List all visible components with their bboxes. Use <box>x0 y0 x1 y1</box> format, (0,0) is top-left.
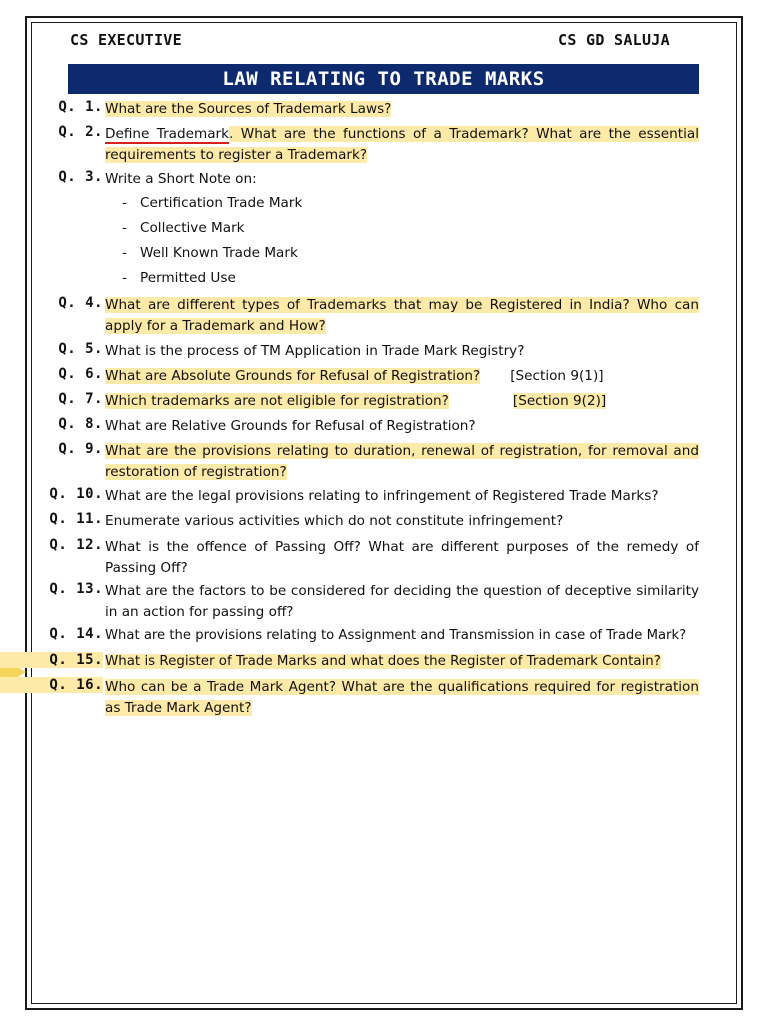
question-text: Enumerate various activities which do not constitute infringement? <box>105 513 564 529</box>
list-item: - Certification Trade Mark <box>122 195 303 211</box>
list-item: - Collective Mark <box>122 220 245 236</box>
list-item: - Well Known Trade Mark <box>122 245 298 261</box>
question-number: Q. 11. <box>49 511 103 527</box>
question-number: Q. 15. <box>0 652 103 668</box>
question-number: Q. 7. <box>58 391 103 407</box>
section-reference: [Section 9(2)] <box>512 393 607 409</box>
question-number: Q. 13. <box>49 581 103 597</box>
question-number: Q. 4. <box>58 295 103 311</box>
question-text: Write a Short Note on: <box>105 171 257 187</box>
question-number: Q. 1. <box>58 99 103 115</box>
question-text: What are the Sources of Trademark Laws? <box>105 101 392 117</box>
question-number: Q. 10. <box>49 486 103 502</box>
header-left: CS EXECUTIVE <box>70 31 182 49</box>
question-text: What are the legal provisions relating to infringement of Registered Trade Marks? <box>105 488 659 504</box>
question-text: What are Relative Grounds for Refusal of Registration? <box>105 418 476 434</box>
question-text: What is Register of Trade Marks and what does the Register of Trademark Contain? <box>105 654 661 669</box>
question-number: Q. 14. <box>49 626 103 642</box>
question-text: What is the process of TM Application in Trade Mark Registry? <box>105 343 525 359</box>
question-text: What is the offence of Passing Off? What are different purposes of the remedy of Passing Off? <box>105 539 699 576</box>
question-number: Q. 3. <box>58 169 103 185</box>
question-number: Q. 9. <box>58 441 103 457</box>
question-number: Q. 16. <box>0 677 103 693</box>
question-number: Q. 6. <box>58 366 103 382</box>
question-number: Q. 12. <box>49 537 103 553</box>
page-title: LAW RELATING TO TRADE MARKS <box>68 64 699 94</box>
question-number: Q. 5. <box>58 341 103 357</box>
section-reference: [Section 9(1)] <box>510 368 604 384</box>
question-number: Q. 2. <box>58 124 103 140</box>
question-text: What are different types of Trademarks that may be Registered in India? Who can apply for a Trademark and How? <box>105 297 699 334</box>
question-text: Who can be a Trade Mark Agent? What are the qualifications required for registration as Trade Mark Agent? <box>105 679 699 716</box>
question-text: Which trademarks are not eligible for registration? <box>105 393 449 409</box>
question-text: What are the provisions relating to Assignment and Transmission in case of Trade Mark? <box>105 628 687 643</box>
question-text: What are the factors to be considered for deciding the question of deceptive similarity in an action for passing off? <box>105 583 699 620</box>
question-term: Define Trademark <box>105 126 230 142</box>
list-item: - Permitted Use <box>122 270 236 286</box>
question-text: . What are the functions of a Trademark? What are the essential requirements to register a Trademark? <box>105 126 699 163</box>
question-text: What are the provisions relating to duration, renewal of registration, for removal and restoration of registration? <box>105 443 699 480</box>
question-number: Q. 8. <box>58 416 103 432</box>
question-text: What are Absolute Grounds for Refusal of Registration? <box>105 368 481 384</box>
header-right: CS GD SALUJA <box>558 31 670 49</box>
